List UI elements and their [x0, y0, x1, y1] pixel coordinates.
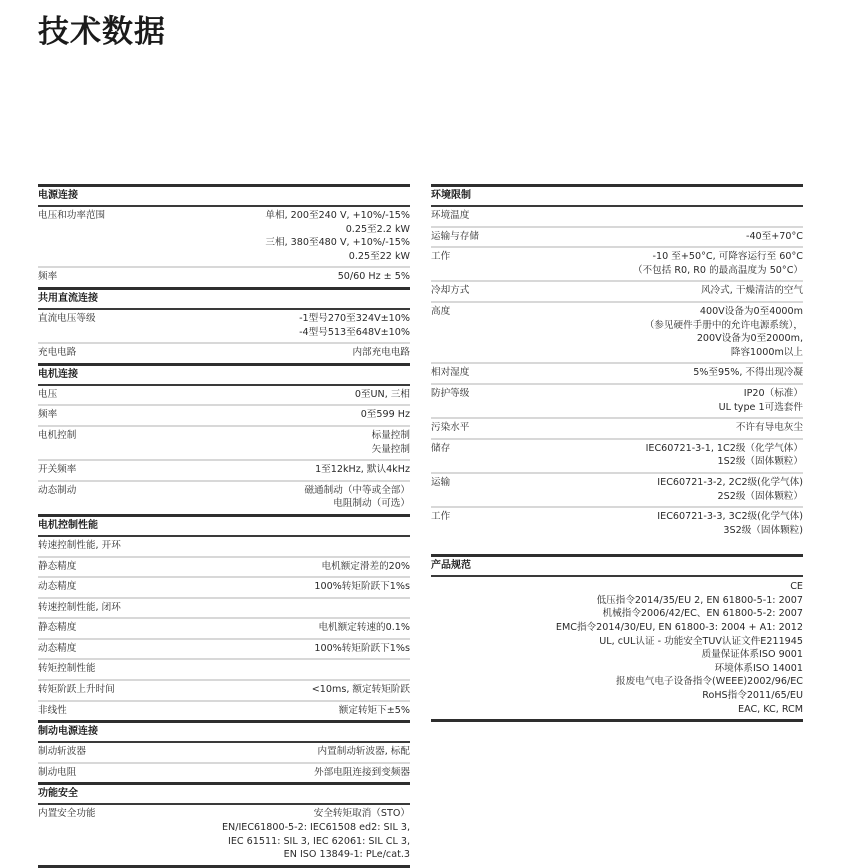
page-title: 技术数据	[38, 14, 166, 50]
spec-value-line: IEC60721-3-2, 2C2级(化学气体)	[657, 476, 803, 488]
standard-item: CE	[790, 581, 803, 593]
spec-value-line: 0至599 Hz	[360, 409, 410, 421]
spec-value	[633, 250, 803, 277]
spec-row	[38, 762, 410, 783]
spec-label: 内置安全功能	[38, 808, 96, 820]
spec-value-line: 0.25至22 kW	[348, 250, 410, 262]
spec-value	[693, 366, 803, 380]
standard-item: RoHS指令2011/65/EU	[702, 690, 803, 702]
spec-value	[355, 388, 410, 402]
spec-value-line: 2S2级（固体颗粒）	[717, 490, 803, 502]
spec-label: 电机控制	[38, 429, 77, 441]
spec-label: 频率	[38, 271, 58, 283]
spec-value	[657, 510, 803, 537]
spec-label: 相对湿度	[431, 367, 470, 379]
spec-row	[38, 425, 410, 459]
spec-label: 制动斩波器	[38, 746, 86, 758]
section-header: 电源连接	[38, 184, 410, 207]
spec-value-line: EN ISO 13849-1: PLe/cat.3	[283, 849, 410, 861]
spec-value-line: 外部电阻连接到变频器	[314, 766, 410, 778]
spec-row	[431, 362, 803, 383]
spec-label: 电压	[38, 388, 58, 400]
spec-row	[431, 207, 803, 226]
standard-item: 低压指令2014/35/EU 2, EN 61800-5-1: 2007	[596, 594, 803, 606]
spec-row	[38, 679, 410, 700]
standard-item: 质量保证体系ISO 9001	[701, 649, 803, 661]
section-header: 电机控制性能	[38, 514, 410, 537]
spec-label: 转矩阶跃上升时间	[38, 684, 115, 696]
spec-value-line: 内置制动斩波器, 标配	[317, 746, 410, 758]
spec-row	[38, 638, 410, 659]
standard-item: 报废电气电子设备指令(WEEE)2002/96/EC	[616, 676, 803, 688]
spec-value-line: <10ms, 额定转矩阶跃	[311, 684, 410, 696]
spec-label: 工作	[431, 511, 451, 523]
spec-label: 充电电路	[38, 347, 77, 359]
spec-label: 工作	[431, 251, 451, 263]
section-header: 功能安全	[38, 782, 410, 805]
spec-label: 转矩控制性能	[38, 663, 96, 675]
spec-value	[265, 209, 410, 263]
spec-value	[352, 346, 410, 360]
spec-value-line: 400V设备为0至4000m	[699, 305, 803, 317]
spec-value	[339, 704, 410, 718]
spec-row	[431, 438, 803, 472]
spec-value	[312, 683, 410, 697]
spec-row	[38, 658, 410, 679]
spec-label: 静态精度	[38, 622, 77, 634]
spec-row	[38, 310, 410, 342]
spec-value-line: 1至12kHz, 默认4kHz	[315, 464, 410, 476]
spec-label: 污染水平	[431, 422, 470, 434]
spec-label: 频率	[38, 409, 58, 421]
spec-value-line: 矢量控制	[371, 443, 410, 455]
spec-label: 非线性	[38, 704, 67, 716]
spec-value-line: 单相, 200至240 V, +10%/-15%	[265, 210, 410, 221]
standard-item: UL, cUL认证 - 功能安全TUV认证文件E211945	[599, 635, 803, 647]
spec-value-line: （不包括 R0, R0 的最高温度为 50°C）	[632, 264, 803, 276]
spec-value	[657, 476, 803, 503]
spec-value-line: 3S2级（固体颗粒)	[723, 524, 803, 536]
spec-row	[431, 506, 803, 540]
spec-value-line: 100%转矩阶跃下1%s	[314, 642, 410, 654]
spec-value-line: 100%转矩阶跃下1%s	[314, 581, 410, 593]
standard-item: 环境体系ISO 14001	[714, 662, 803, 674]
spec-row	[431, 472, 803, 506]
spec-value-line: 不许有导电灰尘	[735, 422, 803, 434]
spec-value-line: -10 至+50°C, 可降容运行至 60°C	[652, 251, 803, 263]
spec-value-line: 降容1000m以上	[730, 346, 803, 358]
spec-value-line: IP20（标准）	[743, 387, 803, 399]
spec-value	[299, 312, 410, 339]
spec-value-line: EN/IEC61800-5-2: IEC61508 ed2: SIL 3,	[222, 822, 410, 834]
spec-value-line: 三相, 380至480 V, +10%/-15%	[265, 237, 410, 249]
spec-value-line: -4型号513至648V±10%	[299, 326, 410, 338]
spec-value-line: IEC60721-3-1, 1C2级（化学气体）	[645, 442, 803, 454]
spec-value	[645, 305, 803, 359]
spec-value-line: -40至+70°C	[745, 230, 803, 242]
spec-label: 运输	[431, 476, 451, 488]
spec-value	[314, 642, 410, 656]
spec-value-line: 额定转矩下±5%	[338, 704, 410, 716]
spec-row	[431, 246, 803, 280]
spec-value-line: 安全转矩取消（STO）	[313, 808, 410, 820]
spec-value	[314, 766, 410, 780]
spec-value-line: IEC 61511: SIL 3, IEC 62061: SIL CL 3,	[228, 835, 410, 847]
spec-label: 动态精度	[38, 642, 77, 654]
spec-value-line: 标量控制	[371, 429, 410, 441]
spec-row	[38, 805, 410, 864]
spec-label: 冷却方式	[431, 285, 470, 297]
spec-label: 制动电阻	[38, 766, 77, 778]
spec-value	[222, 807, 410, 861]
spec-value	[746, 230, 803, 244]
spec-label: 静态精度	[38, 560, 77, 572]
spec-row	[38, 617, 410, 638]
spec-label: 高度	[431, 305, 451, 317]
spec-row	[431, 383, 803, 417]
spec-value-line: 电机额定转速的0.1%	[318, 622, 410, 634]
spec-value-line: 5%至95%, 不得出现冷凝	[693, 367, 803, 379]
spec-value-line: （参见硬件手册中的允许电源系统），	[644, 319, 803, 331]
spec-value-line: 电阻制动（可选）	[333, 498, 410, 510]
spec-row	[431, 417, 803, 438]
spec-row	[38, 207, 410, 266]
spec-label: 环境温度	[431, 210, 470, 221]
spec-row	[38, 386, 410, 405]
spec-row	[38, 537, 410, 556]
spec-row	[38, 743, 410, 762]
section-header: 制动电源连接	[38, 720, 410, 743]
standard-item: 机械指令2006/42/EC、EN 61800-5-2: 2007	[602, 608, 803, 620]
spec-row	[38, 342, 410, 363]
section-header: 共用直流连接	[38, 287, 410, 310]
spec-value	[361, 408, 410, 422]
left-spec-column	[38, 184, 410, 868]
section-header: 产品规范	[431, 554, 803, 577]
spec-label: 转速控制性能, 开环	[38, 539, 121, 551]
spec-value-line: 0.25至2.2 kW	[345, 223, 410, 235]
section-end-rule	[431, 719, 803, 722]
spec-value-line: 50/60 Hz ± 5%	[337, 271, 410, 283]
spec-row	[38, 700, 410, 721]
spec-label: 运输与存储	[431, 230, 479, 242]
spec-value-line: 磁通制动（中等或全部）	[304, 484, 410, 496]
spec-row	[431, 280, 803, 301]
spec-value-line: 0至UN, 三相	[354, 388, 410, 400]
spec-label: 动态制动	[38, 484, 77, 496]
spec-value	[719, 387, 803, 414]
spec-row	[431, 301, 803, 362]
spec-value	[372, 429, 410, 456]
standard-item: EMC指令2014/30/EU, EN 61800-3: 2004 + A1: 2012	[555, 622, 803, 634]
spec-row	[38, 576, 410, 597]
spec-value	[701, 284, 803, 298]
spec-value-line: IEC60721-3-3, 3C2级(化学气体)	[657, 511, 803, 523]
spec-value	[646, 442, 803, 469]
spec-value	[315, 463, 410, 477]
spec-value	[736, 421, 803, 435]
spec-value	[322, 560, 410, 574]
spec-value-line: 风冷式, 干燥清洁的空气	[700, 285, 803, 297]
right-spec-column	[431, 184, 803, 722]
spec-value	[304, 484, 410, 511]
spec-row	[38, 404, 410, 425]
spec-value-line: 1S2级（固体颗粒）	[717, 456, 803, 468]
spec-row	[38, 556, 410, 577]
spec-row	[38, 480, 410, 514]
spec-label: 储存	[431, 442, 451, 454]
product-standards-list	[431, 577, 803, 719]
spec-value	[338, 270, 410, 284]
spec-label: 开关频率	[38, 464, 77, 476]
spec-value-line: UL type 1可选套件	[718, 401, 803, 413]
spec-label: 直流电压等级	[38, 312, 96, 324]
spec-row	[38, 459, 410, 480]
section-header: 电机连接	[38, 363, 410, 386]
spec-row	[38, 266, 410, 287]
spec-row	[38, 597, 410, 618]
spec-value	[318, 621, 410, 635]
spec-value-line: 200V设备为0至2000m,	[696, 333, 803, 345]
standard-item: EAC, KC, RCM	[738, 703, 803, 715]
spec-label: 动态精度	[38, 581, 77, 593]
spec-value-line: 电机额定滑差的20%	[321, 560, 410, 572]
spec-value-line: 内部充电电路	[352, 347, 410, 359]
spec-row	[431, 226, 803, 247]
section-end-rule	[38, 865, 410, 868]
spec-label: 电压和功率范围	[38, 210, 106, 221]
spec-label: 防护等级	[431, 387, 470, 399]
spec-value-line: -1型号270至324V±10%	[299, 312, 410, 324]
spec-value	[314, 580, 410, 594]
spec-value	[318, 745, 410, 759]
section-header: 环境限制	[431, 184, 803, 207]
spec-label: 转速控制性能, 闭环	[38, 601, 121, 613]
